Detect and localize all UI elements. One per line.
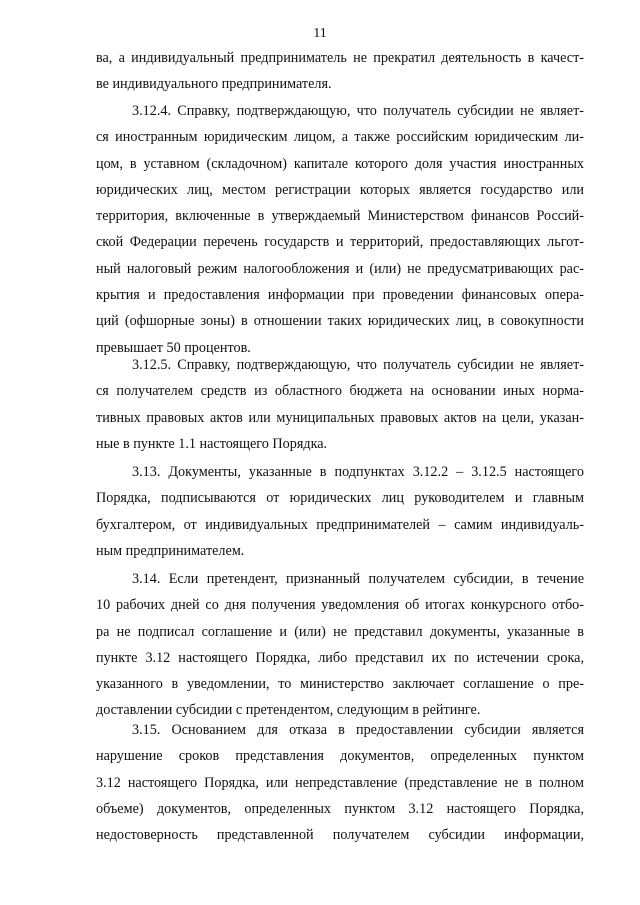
text-line: бухгалтером, от индивидуальных предпринимателей – самим индивидуаль- [96, 516, 584, 533]
text-line: ва, а индивидуальный предприниматель не прекратил деятельность в качест- [96, 50, 584, 66]
text-line: ся иностранным юридическим лицом, а также российским юридическим ли- [96, 129, 584, 146]
text-line: ся получателем средств из областного бюджета на основании иных норма- [96, 383, 584, 400]
text-line: 10 рабочих дней со дня получения уведомления об итогах конкурсного отбо- [96, 597, 584, 614]
text-line: 3.12.5. Справку, подтверждающую, что получатель субсидии не являет- [132, 357, 584, 373]
text-line: 3.15. Основанием для отказа в предоставлении субсидии является [132, 722, 584, 738]
text-line: нарушение сроков представления документов, определенных пунктом [96, 748, 584, 765]
text-line: крытия и предоставления информации при проведении финансовых опера- [96, 287, 584, 304]
page-number: 11 [313, 26, 327, 41]
paragraph-continuation [96, 45, 584, 98]
text-line: 3.14. Если претендент, признанный получателем субсидии, в течение [132, 571, 584, 587]
paragraph-3-12-4 [96, 98, 584, 361]
text-line: тивных правовых актов или муниципальных правовых актов на цели, указан- [96, 409, 584, 426]
text-line: 3.12.4. Справку, подтверждающую, что получатель субсидии не являет- [132, 103, 584, 119]
paragraph-3-14 [96, 566, 584, 724]
text-line: 3.12 настоящего Порядка, или непредставление (представление не в полном [96, 774, 584, 791]
text-line: Порядка, подписываются от юридических лиц руководителем и главным [96, 490, 584, 507]
text-line: ный налоговый режим налогообложения и (или) не предусматривающих рас- [96, 260, 584, 277]
text-line: территория, включенные в утверждаемый Министерством финансов Россий- [96, 208, 584, 225]
paragraph-3-12-5 [96, 352, 584, 457]
text-line: объеме) документов, определенных пунктом 3.12 настоящего Порядка, [96, 800, 584, 817]
text-line: доставлении субсидии с претендентом, следующим в рейтинге. [96, 702, 481, 719]
text-line: юридических лиц, местом регистрации которых является государство или [96, 181, 584, 198]
text-line: 3.13. Документы, указанные в подпунктах 3.12.2 – 3.12.5 настоящего [132, 464, 584, 480]
text-line: ные в пункте 1.1 настоящего Порядка. [96, 435, 328, 452]
text-line: указанного в уведомлении, то министерство заключает соглашение о пре- [96, 676, 584, 693]
text-line: пункте 3.12 настоящего Порядка, либо представил их по истечении срока, [96, 649, 584, 666]
paragraph-3-15 [96, 717, 584, 848]
text-line: ным предпринимателем. [96, 542, 245, 559]
text-line: ра не подписал соглашение и (или) не представил документы, указанные в [96, 623, 584, 640]
paragraph-3-13 [96, 459, 584, 564]
text-line: ской Федерации перечень государств и территорий, предоставляющих льгот- [96, 234, 584, 251]
text-line: ве индивидуального предпринимателя. [96, 76, 332, 93]
text-line: цом, в уставном (складочном) капитале которого доля участия иностранных [96, 155, 584, 172]
text-line: превышает 50 процентов. [96, 339, 251, 356]
text-line: недостоверность представленной получателем субсидии информации, [96, 827, 584, 844]
text-line: ций (офшорные зоны) в отношении таких юридических лиц, в совокупности [96, 313, 584, 330]
